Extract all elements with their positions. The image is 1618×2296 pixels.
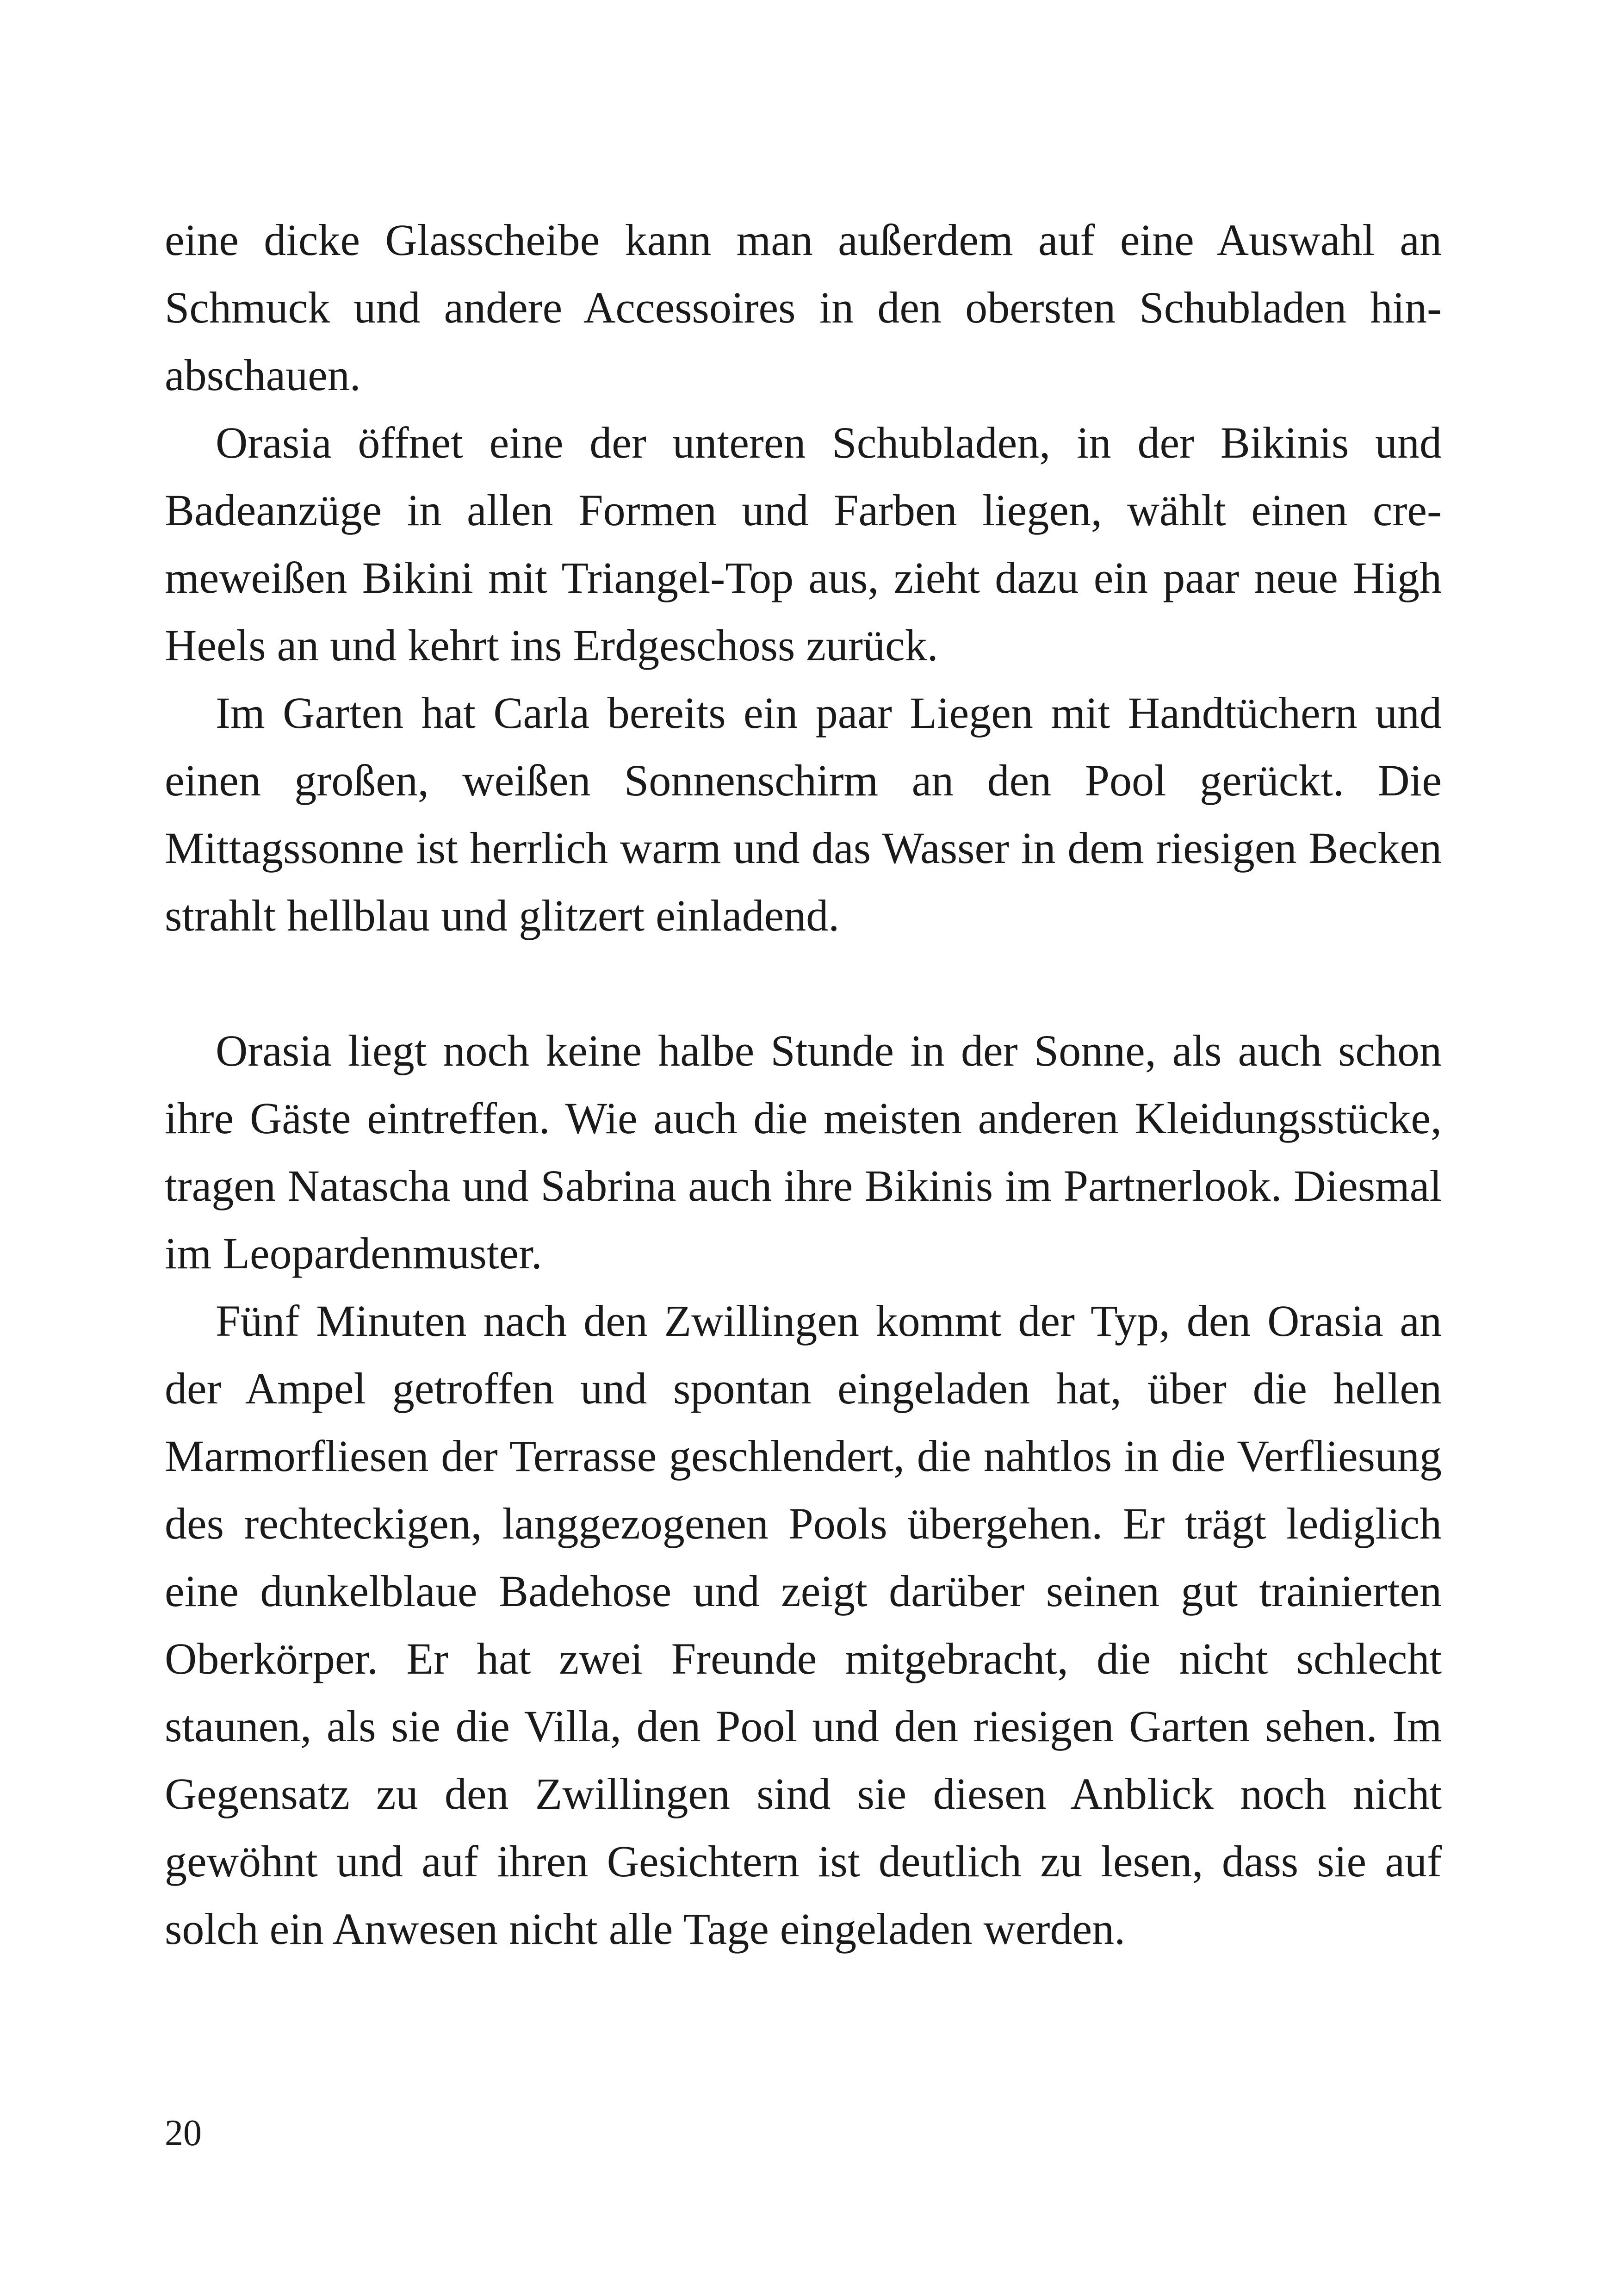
paragraph-5: Fünf Minuten nach den Zwillingen kommt der Typ, den Orasia an der Ampel getroffen und spontan eingeladen hat, über die hellen Marmorfliesen der Terrasse geschlendert, die nahtlos in die Verfliesung des rechteckigen, langgezogenen Pools übergehen. Er trägt lediglich eine dunkelblaue Badehose und zeigt darüber seinen gut trainierten Oberkörper. Er hat zwei Freunde mitgebracht, die nicht schlecht staunen, als sie die Villa, den Pool und den riesigen Garten sehen. Im Gegensatz zu den Zwillingen sind sie diesen Anblick noch nicht gewöhnt und auf ihren Gesichtern ist deutlich zu lesen, dass sie auf solch ein Anwesen nicht alle Tage eingeladen werden. bbox=[165, 1296, 1442, 1954]
paragraph-2: Orasia öffnet eine der unteren Schubladen, in der Bikinis und Badeanzüge in allen Formen und Farben liegen, wählt einen cremeweißen Bikini mit Triangel-Top aus, zieht dazu ein paar neue High Heels an und kehrt ins Erdgeschoss zurück. bbox=[165, 418, 1442, 670]
page-number: 20 bbox=[165, 2113, 202, 2153]
paragraph-1: eine dicke Glasscheibe kann man außerdem auf eine Auswahl an Schmuck und andere Accessoires in den obersten Schubladen hinabschauen. bbox=[165, 215, 1442, 400]
paragraph-3: Im Garten hat Carla bereits ein paar Liegen mit Handtüchern und einen großen, weißen Sonnenschirm an den Pool gerückt. Die Mittagssonne ist herrlich warm und das Wasser in dem riesigen Becken strahlt hellblau und glitzert einladend. bbox=[165, 688, 1442, 940]
paragraph-4: Orasia liegt noch keine halbe Stunde in der Sonne, als auch schon ihre Gäste eintreffen. Wie auch die meisten anderen Kleidungsstücke, tragen Natascha und Sabrina auch ihre Bikinis im Partnerlook. Diesmal im Leopardenmuster. bbox=[165, 1026, 1442, 1278]
body-text bbox=[165, 206, 1442, 1963]
